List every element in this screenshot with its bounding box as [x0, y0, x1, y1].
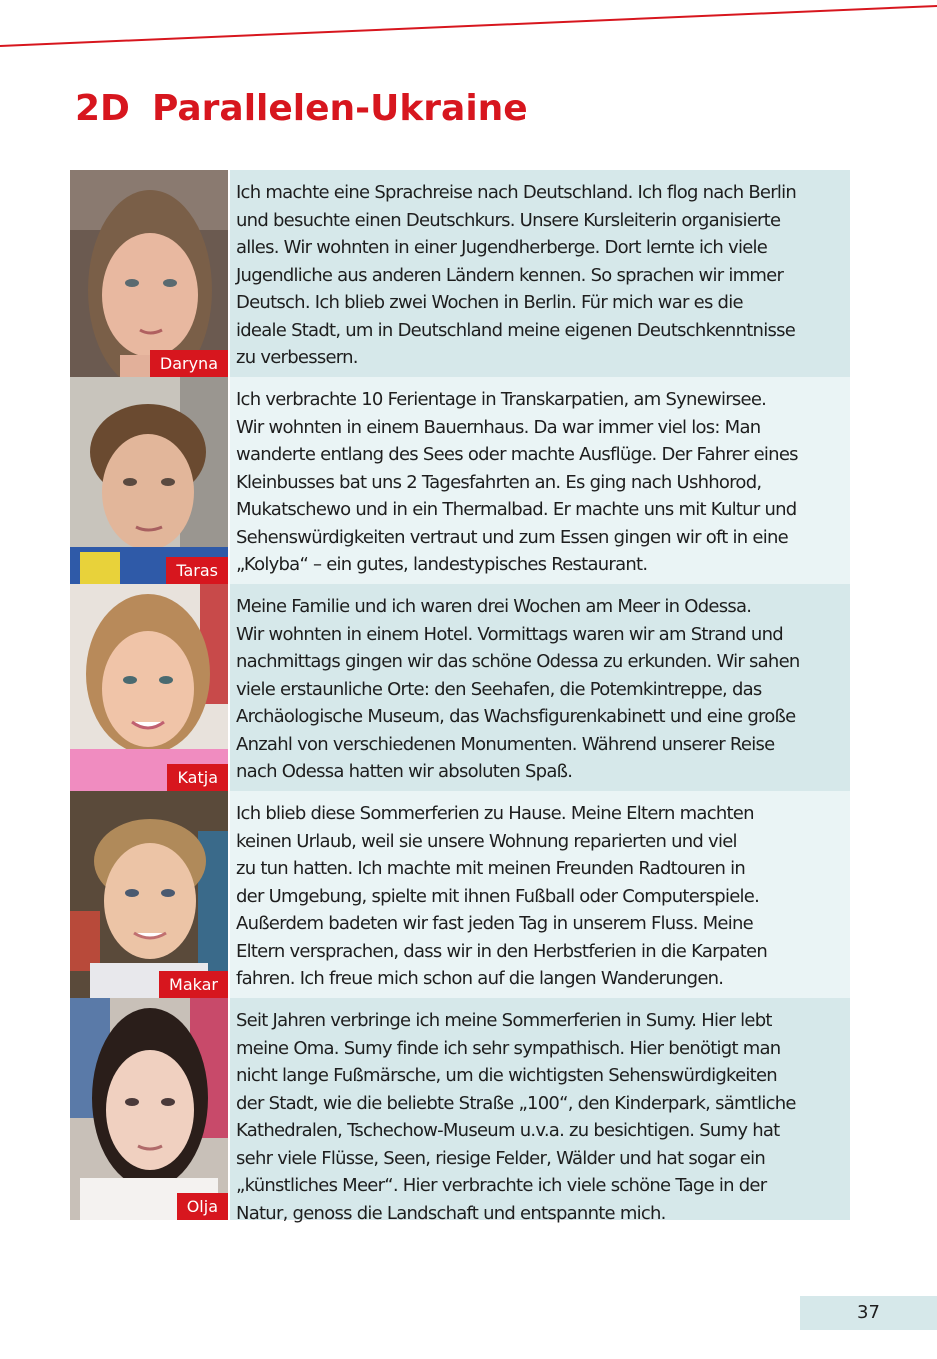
- name-tag: Taras: [166, 557, 228, 584]
- entry-text: [230, 584, 850, 791]
- text-line: Wir wohnten in einem Hotel. Vormittags waren wir am Strand und: [236, 623, 783, 645]
- entry-makar: [70, 791, 850, 998]
- entries-list: [70, 170, 850, 1224]
- title-text: Parallelen-Ukraine: [151, 88, 528, 129]
- text-line: zu verbessern.: [236, 347, 358, 368]
- text-line: Natur, genoss die Landschaft und entspannte mich.: [236, 1202, 666, 1224]
- page-number: 37: [800, 1296, 937, 1330]
- text-line: zu tun hatten. Ich machte mit meinen Freunden Radtouren in: [236, 858, 745, 879]
- text-line: nicht lange Fußmärsche, um die wichtigsten Sehenswürdigkeiten: [236, 1065, 777, 1086]
- text-line: meine Oma. Sumy finde ich sehr sympathisch. Hier benötigt man: [236, 1037, 781, 1059]
- text-line: Deutsch. Ich blieb zwei Wochen in Berlin. Für mich war es die: [236, 292, 743, 313]
- text-line: nachmittags gingen wir das schöne Odessa zu erkunden. Wir sahen: [236, 651, 800, 672]
- text-line: „Kolyba“ – ein gutes, landestypisches Restaurant.: [236, 554, 648, 575]
- name-tag: Olja: [177, 1193, 228, 1220]
- portrait-olja: [70, 998, 228, 1220]
- portrait-photo: [70, 584, 228, 791]
- text-line: Anzahl von verschiedenen Monumenten. Während unserer Reise: [236, 733, 775, 755]
- portrait-daryna: [70, 170, 228, 377]
- portrait-taras: [70, 377, 228, 584]
- name-tag: Daryna: [150, 350, 228, 377]
- portrait-photo: [70, 170, 228, 377]
- text-line: der Umgebung, spielte mit ihnen Fußball oder Computerspiele.: [236, 885, 760, 907]
- entry-text: [230, 998, 850, 1224]
- text-line: Archäologische Museum, das Wachsfigurenkabinett und eine große: [236, 706, 796, 727]
- section-code: 2D: [75, 88, 130, 129]
- text-line: Seit Jahren verbringe ich meine Sommerferien in Sumy. Hier lebt: [236, 1010, 772, 1031]
- portrait-photo: [70, 791, 228, 998]
- entry-text: [230, 791, 850, 998]
- name-tag: Makar: [159, 971, 228, 998]
- text-line: Ich verbrachte 10 Ferientage in Transkarpatien, am Synewirsee.: [236, 389, 767, 410]
- text-line: Kleinbusses bat uns 2 Tagesfahrten an. Es ging nach Ushhorod,: [236, 471, 762, 493]
- text-line: alles. Wir wohnten in einer Jugendherberge. Dort lernte ich viele: [236, 237, 768, 258]
- text-line: und besuchte einen Deutschkurs. Unsere Kursleiterin organisierte: [236, 209, 781, 231]
- text-line: viele erstaunliche Orte: den Seehafen, die Potemkintreppe, das: [236, 678, 762, 700]
- text-line: sehr viele Flüsse, Seen, riesige Felder, Wälder und hat sogar ein: [236, 1147, 766, 1169]
- portrait-makar: [70, 791, 228, 998]
- text-line: Jugendliche aus anderen Ländern kennen. So sprachen wir immer: [236, 264, 784, 286]
- portrait-photo: [70, 998, 228, 1220]
- portrait-katja: [70, 584, 228, 791]
- text-line: keinen Urlaub, weil sie unsere Wohnung reparierten und viel: [236, 830, 737, 852]
- text-line: Außerdem badeten wir fast jeden Tag in unserem Fluss. Meine: [236, 913, 753, 934]
- text-line: ideale Stadt, um in Deutschland meine eigenen Deutschkenntnisse: [236, 319, 796, 341]
- text-line: fahren. Ich freue mich schon auf die langen Wanderungen.: [236, 968, 724, 989]
- entry-katja: [70, 584, 850, 791]
- page-title: [75, 88, 528, 129]
- text-line: nach Odessa hatten wir absoluten Spaß.: [236, 761, 573, 782]
- text-line: Meine Familie und ich waren drei Wochen am Meer in Odessa.: [236, 596, 752, 617]
- text-line: Ich machte eine Sprachreise nach Deutschland. Ich flog nach Berlin: [236, 182, 797, 203]
- text-line: der Stadt, wie die beliebte Straße „100“, den Kinderpark, sämtliche: [236, 1092, 796, 1114]
- portrait-photo: [70, 377, 228, 584]
- text-line: Sehenswürdigkeiten vertraut und zum Essen gingen wir oft in eine: [236, 526, 788, 548]
- entry-text: [230, 377, 850, 584]
- text-line: Eltern versprachen, dass wir in den Herbstferien in die Karpaten: [236, 940, 768, 962]
- text-line: wanderte entlang des Sees oder machte Ausflüge. Der Fahrer eines: [236, 444, 798, 465]
- entry-taras: [70, 377, 850, 584]
- name-tag: Katja: [167, 764, 228, 791]
- text-line: Mukatschewo und in ein Thermalbad. Er machte uns mit Kultur und: [236, 499, 797, 520]
- header-rule: [0, 0, 937, 60]
- entry-olja: [70, 998, 850, 1224]
- entry-text: [230, 170, 850, 377]
- text-line: Ich blieb diese Sommerferien zu Hause. Meine Eltern machten: [236, 803, 754, 824]
- text-line: Wir wohnten in einem Bauernhaus. Da war immer viel los: Man: [236, 416, 761, 438]
- entry-daryna: [70, 170, 850, 377]
- text-line: Kathedralen, Tschechow-Museum u.v.a. zu besichtigen. Sumy hat: [236, 1120, 780, 1141]
- text-line: „künstliches Meer“. Hier verbrachte ich viele schöne Tage in der: [236, 1175, 767, 1196]
